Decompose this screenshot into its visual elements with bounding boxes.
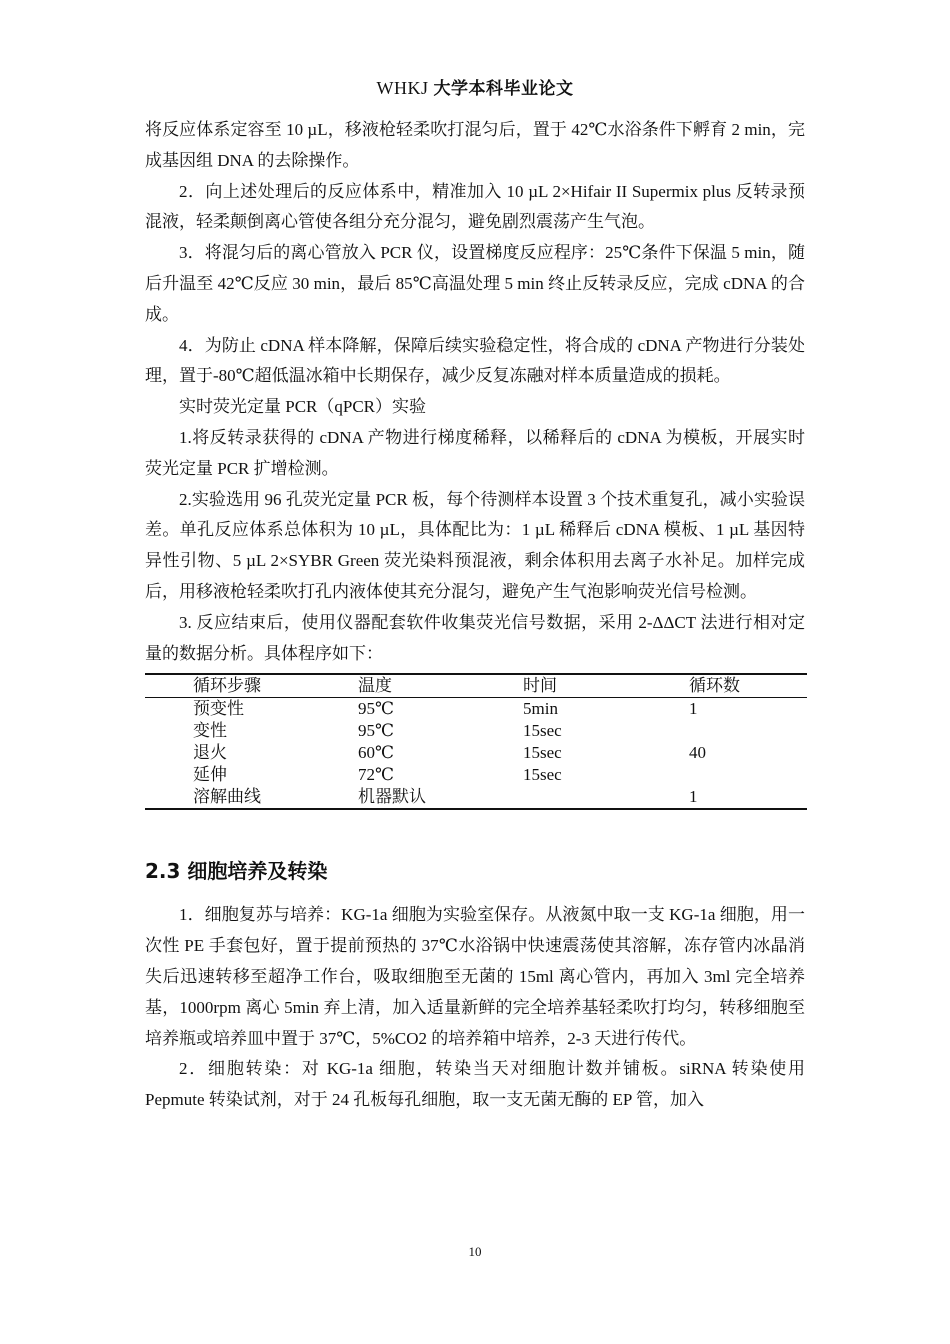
table-header-cell: 循环步骤 bbox=[193, 676, 261, 696]
table-cell: 退火 bbox=[193, 743, 227, 763]
table-header-cell: 循环数 bbox=[689, 676, 740, 696]
section-heading: 2.3 细胞培养及转染 bbox=[145, 859, 328, 884]
table-row bbox=[145, 742, 807, 764]
paragraph-qpcr-3: 3. 反应结束后，使用仪器配套软件收集荧光信号数据，采用 2-ΔΔCT 法进行相对定量的数据分析。具体程序如下： bbox=[145, 612, 805, 663]
table-row bbox=[145, 698, 807, 721]
table-row bbox=[145, 786, 807, 809]
table-cell: 机器默认 bbox=[358, 787, 426, 807]
paragraph-qpcr-2: 2.实验选用 96 孔荧光定量 PCR 板，每个待测样本设置 3 个技术重复孔，减小实验误差。单孔反应体系总体积为 10 µL，具体配比为：1 µL 稀释后 cDNA 模板、1 µL 基因特异性引物、5 µL 2×SYBR Green 荧光染料预混液，剩余体积用去离子水补足。加样完成后，用移液枪轻柔吹打孔内液体使其充分混匀，避免产生气泡影响荧光信号检测。 bbox=[145, 489, 805, 601]
header-title: 大学本科毕业论文 bbox=[433, 79, 574, 99]
table-header-row bbox=[145, 674, 807, 698]
table-cell: 变性 bbox=[193, 721, 227, 741]
header-latin: WHKJ bbox=[376, 78, 429, 98]
table-row bbox=[145, 764, 807, 786]
table-cell bbox=[689, 720, 807, 742]
table-cell: 预变性 bbox=[193, 699, 244, 719]
table-cell: 40 bbox=[689, 743, 706, 763]
table-cell: 1 bbox=[689, 699, 698, 719]
table-cell bbox=[689, 764, 807, 786]
table-cell: 15sec bbox=[523, 765, 562, 785]
table-cell: 60℃ bbox=[358, 743, 395, 763]
paragraph-cell-culture: 1．细胞复苏与培养：KG-1a 细胞为实验室保存。从液氮中取一支 KG-1a 细胞，用一次性 PE 手套包好，置于提前预热的 37℃水浴锅中快速震荡使其溶解，冻存管内冰晶消失后迅速转移至超净工作台，吸取细胞至无菌的 15ml 离心管内，再加入 3ml 完全培养基，1000rpm 离心 5min 弃上清，加入适量新鲜的完全培养基轻柔吹打均匀，转移细胞至培养瓶或培养皿中置于 37℃，5%CO2 的培养箱中培养，2-3 天进行传代。 bbox=[145, 905, 805, 1048]
table-cell: 溶解曲线 bbox=[193, 787, 261, 807]
table-cell: 95℃ bbox=[358, 699, 395, 719]
page-body bbox=[145, 115, 805, 1116]
pcr-program-table bbox=[145, 673, 807, 810]
table-header-cell: 时间 bbox=[523, 676, 557, 696]
paragraph-qpcr-1: 1.将反转录获得的 cDNA 产物进行梯度稀释，以稀释后的 cDNA 为模板，开展实时荧光定量 PCR 扩增检测。 bbox=[145, 427, 805, 478]
subheading-qpcr: 实时荧光定量 PCR（qPCR）实验 bbox=[179, 397, 427, 417]
page-header bbox=[0, 74, 950, 99]
paragraph-step-3: 3．将混匀后的离心管放入 PCR 仪，设置梯度反应程序：25℃条件下保温 5 min，随后升温至 42℃反应 30 min，最后 85℃高温处理 5 min 终止反转录反应，完成 cDNA 的合成。 bbox=[145, 243, 805, 324]
table-header-cell: 温度 bbox=[358, 676, 392, 696]
paragraph-continued: 将反应体系定容至 10 µL，移液枪轻柔吹打混匀后，置于 42℃水浴条件下孵育 2 min，完成基因组 DNA 的去除操作。 bbox=[145, 120, 805, 170]
table-cell: 95℃ bbox=[358, 721, 395, 741]
table-cell: 15sec bbox=[523, 743, 562, 763]
table-cell bbox=[523, 786, 689, 809]
table-cell: 1 bbox=[689, 787, 698, 807]
table-row bbox=[145, 720, 807, 742]
paragraph-step-2: 2．向上述处理后的反应体系中，精准加入 10 µL 2×Hifair II Supermix plus 反转录预混液，轻柔颠倒离心管使各组分充分混匀，避免剧烈震荡产生气泡。 bbox=[145, 181, 805, 232]
page-number: 10 bbox=[468, 1244, 482, 1259]
paragraph-step-4: 4．为防止 cDNA 样本降解，保障后续实验稳定性，将合成的 cDNA 产物进行分装处理，置于-80℃超低温冰箱中长期保存，减少反复冻融对样本质量造成的损耗。 bbox=[145, 335, 805, 386]
table-cell: 延伸 bbox=[193, 765, 227, 785]
table-cell: 72℃ bbox=[358, 765, 395, 785]
table-cell: 5min bbox=[523, 699, 558, 719]
table-cell: 15sec bbox=[523, 721, 562, 741]
paragraph-transfection: 2．细胞转染：对 KG-1a 细胞，转染当天对细胞计数并铺板。siRNA 转染使用 Pepmute 转染试剂，对于 24 孔板每孔细胞，取一支无菌无酶的 EP 管，加入 bbox=[145, 1059, 805, 1110]
